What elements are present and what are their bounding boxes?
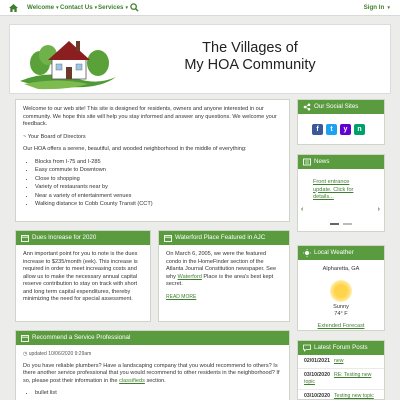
nextdoor-icon[interactable]: n xyxy=(354,124,365,135)
service-card xyxy=(15,330,290,400)
sign-in-link[interactable]: Sign In ▼ xyxy=(363,4,391,11)
weather-card xyxy=(297,245,385,331)
news-card xyxy=(297,154,385,232)
prev-arrow-icon[interactable]: ‹ xyxy=(301,206,304,213)
caret-down-icon: ▼ xyxy=(55,5,60,10)
news-icon xyxy=(303,158,311,166)
forum-post[interactable]: 02/01/2021 new xyxy=(298,355,384,369)
service-text: Do you have reliable plumbers? Have a landscaping company that you would recommend to others? Is there another service professional that you would recommend to other residents in the neighborhood? If so, please post their information in the classifieds section. xyxy=(23,362,280,384)
forum-post[interactable]: 03/10/2020 RE: Testing new topic xyxy=(298,369,384,390)
nav-contact-us[interactable]: Contact Us▼ xyxy=(60,4,99,11)
caret-down-icon: ▼ xyxy=(93,5,99,10)
waterford-card xyxy=(158,230,290,322)
list-item: • bullet list xyxy=(35,390,282,398)
sunny-icon xyxy=(330,280,352,302)
site-title: The Villages of My HOA Community xyxy=(184,40,316,74)
dues-card xyxy=(15,230,151,322)
list-item: • Walking distance to Cobb County Transit (CCT) xyxy=(35,201,282,209)
weather-condition: Sunny xyxy=(333,303,349,310)
waterford-text: On March 6, 2005, we were the featured condo in the HomeFinder section of the Atlanta Journal Constitution newspaper. See why Waterford Place is the area's best kept secret. xyxy=(166,251,277,288)
welcome-text: Welcome to our web site! This site is designed for residents, owners and anyone interested in our community. We hope this site will help you stay informed and answer any questions. We welcome your feedback. xyxy=(23,106,277,128)
clock-icon: ◷ xyxy=(23,351,29,357)
card-header: Our Social Sites xyxy=(298,100,384,114)
calendar-icon xyxy=(164,234,172,242)
carousel-indicators xyxy=(330,221,356,229)
welcome-signoff: ~ Your Board of Directors xyxy=(23,133,86,140)
card-header: Waterford Place Featured in AJC xyxy=(159,231,289,245)
social-icons xyxy=(298,114,384,135)
dues-text: Ann important point for you to note is the dues increase to $235/month (eek). This increase is required in order to meet increasing costs and allow us to make the necessary annual capital reserve contribution to stay on track with short and long term capital expenditures, thereby minimizing the need for special assessment. xyxy=(23,251,138,303)
list-item: • Easy commute to Downtown xyxy=(35,167,282,175)
nav-welcome[interactable]: Welcome▼ xyxy=(27,4,60,11)
next-arrow-icon[interactable]: › xyxy=(377,206,380,213)
twitter-icon[interactable]: t xyxy=(326,124,337,135)
yahoo-icon[interactable]: y xyxy=(340,124,351,135)
home-icon[interactable] xyxy=(9,4,18,12)
house-logo-icon xyxy=(18,29,118,91)
calendar-icon xyxy=(21,234,29,242)
calendar-icon xyxy=(21,334,29,342)
list-item: • Variety of restaurants near by xyxy=(35,184,282,192)
read-more-link[interactable]: READ MORE xyxy=(166,293,197,300)
features-list xyxy=(35,159,282,209)
weather-icon xyxy=(303,249,311,257)
site-header xyxy=(9,24,391,94)
share-icon xyxy=(303,103,311,111)
welcome-text-2: Our HOA offers a serene, beautiful, and wooded neighborhood in the middle of everything: xyxy=(23,146,247,153)
list-item: • Blocks from I-75 and I-285 xyxy=(35,159,282,167)
card-header: Latest Forum Posts xyxy=(298,341,384,355)
news-link[interactable]: Front entrance update. Click for details... xyxy=(313,179,354,201)
list-item: • Near a variety of entertainment venues xyxy=(35,193,282,201)
carousel-dot[interactable] xyxy=(343,223,352,225)
weather-location: Alpharetta, GA xyxy=(322,266,360,272)
list-item: • Close to shopping xyxy=(35,176,282,184)
card-header: Recommend a Service Professional xyxy=(16,331,289,345)
forum-card xyxy=(297,340,385,400)
waterford-link[interactable]: Waterford xyxy=(177,273,202,280)
search-icon[interactable] xyxy=(130,3,139,12)
classifieds-link[interactable]: classifieds xyxy=(119,377,145,384)
caret-down-icon: ▼ xyxy=(124,5,129,10)
card-header: News xyxy=(298,155,384,169)
weather-temp: 74° F xyxy=(334,311,348,318)
welcome-card xyxy=(15,99,290,222)
updated-timestamp: ◷ updated 10/06/2020 9:29am xyxy=(23,351,92,357)
card-header: Local Weather xyxy=(298,246,384,260)
top-nav xyxy=(0,0,400,16)
caret-down-icon: ▼ xyxy=(385,5,391,10)
nav-services[interactable]: Services▼ xyxy=(98,4,129,11)
facebook-icon[interactable]: f xyxy=(312,124,323,135)
carousel-dot[interactable] xyxy=(330,223,339,225)
card-header: Dues Increase for 2020 xyxy=(16,231,150,245)
social-card xyxy=(297,99,385,145)
chat-icon xyxy=(303,344,311,352)
extended-forecast-link[interactable]: Extended Forecast xyxy=(317,322,365,329)
forum-post[interactable]: 03/10/2020 Testing new topic xyxy=(298,390,384,400)
